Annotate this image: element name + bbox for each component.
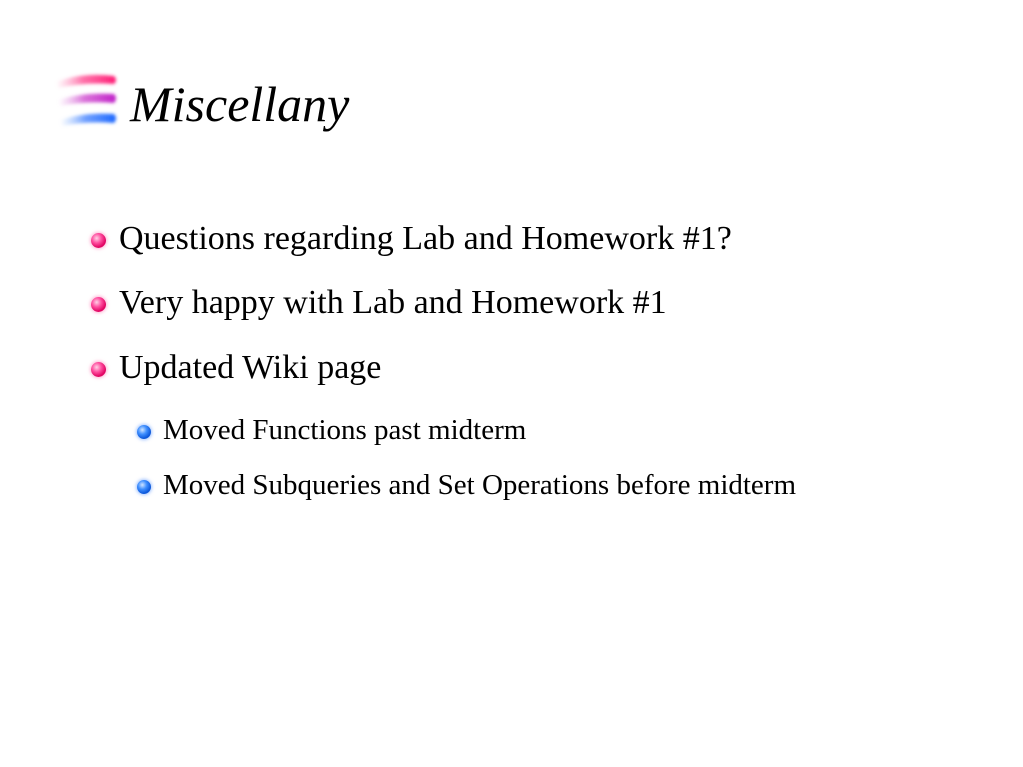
blue-bullet-icon xyxy=(137,425,151,439)
slide-title: Miscellany xyxy=(130,76,350,132)
pink-bullet-icon xyxy=(91,362,106,377)
bullet-text: Very happy with Lab and Homework #1 xyxy=(119,284,667,321)
blue-bullet-icon xyxy=(137,480,151,494)
pink-bullet-icon xyxy=(91,233,106,248)
bullet-text: Moved Subqueries and Set Operations before midterm xyxy=(163,469,797,501)
bullet-text: Moved Functions past midterm xyxy=(163,414,527,446)
stacked-swoosh-icon xyxy=(52,68,122,138)
bullet-text: Questions regarding Lab and Homework #1? xyxy=(119,220,732,257)
bullet-text: Updated Wiki page xyxy=(119,349,382,386)
pink-bullet-icon xyxy=(91,297,106,312)
